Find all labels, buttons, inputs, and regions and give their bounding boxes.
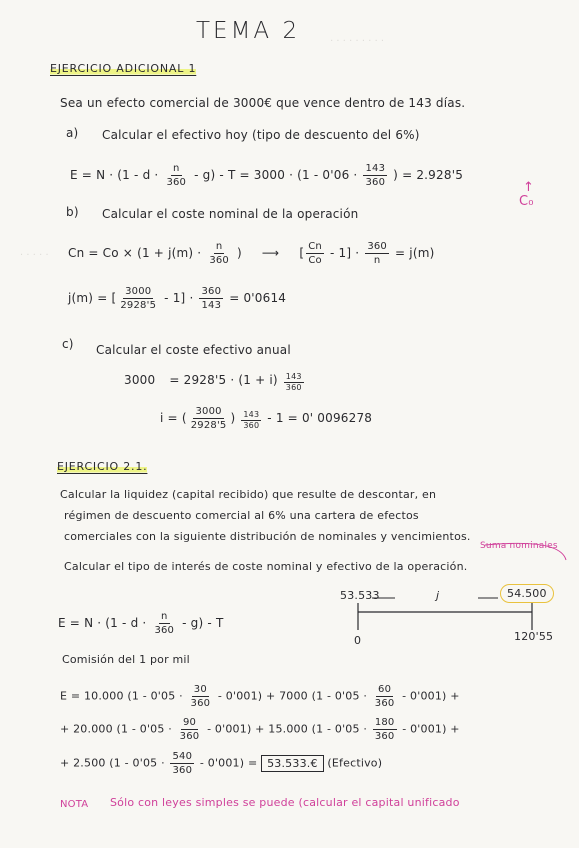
part-a-text: Calcular el efectivo hoy (tipo de descuento del 6%) bbox=[102, 128, 420, 142]
part-b-formula: Cn = Co × (1 + j(m) · $\frac{n}{360}$ ) ⟶ [ $\frac{Cn}{Co}$ - 1] · $\frac{360}{n}$ = j(m) bbox=[68, 241, 435, 266]
suma-nominales-note: Suma nominales bbox=[480, 541, 558, 551]
exercise-2-heading: EJERCICIO 2.1. bbox=[57, 460, 148, 473]
part-a-label: a) bbox=[66, 126, 79, 140]
part-c-label: c) bbox=[62, 337, 74, 351]
calc-line-2: + 20.000 (1 - 0'05 · $\frac{90}{360}$ - 0'001) + 15.000 (1 - 0'05 · $\frac{180}{360}$ - 0'001) + bbox=[60, 717, 460, 742]
up-arrow: ↑ bbox=[523, 180, 535, 195]
exercise-2-line-4: Calcular el tipo de interés de coste nominal y efectivo de la operación. bbox=[64, 560, 468, 573]
timeline-rate: j bbox=[436, 589, 440, 602]
suma-nominales-arrow bbox=[485, 543, 566, 560]
page-title: TEMA 2 bbox=[196, 18, 301, 44]
exercise-1-heading: EJERCICIO ADICIONAL 1 bbox=[50, 62, 197, 75]
bleed-through-text: · · · · · bbox=[20, 250, 49, 261]
calc-line-3: + 2.500 (1 - 0'05 · $\frac{540}{360}$ - 0'001) = 53.533.€ (Efectivo) bbox=[60, 751, 383, 776]
timeline-end-time: 120'55 bbox=[514, 630, 554, 643]
part-b-text: Calcular el coste nominal de la operación bbox=[102, 207, 359, 221]
exercise-2-line-2: régimen de descuento comercial al 6% una cartera de efectos bbox=[64, 509, 419, 522]
c0-label: C₀ bbox=[519, 194, 534, 209]
calc-line-1: E = 10.000 (1 - 0'05 · $\frac{30}{360}$ - 0'001) + 7000 (1 - 0'05 · $\frac{60}{360}$ - 0'001) + bbox=[60, 684, 460, 709]
commission-note: Comisión del 1 por mil bbox=[62, 653, 190, 666]
note-label: NOTA bbox=[60, 799, 89, 810]
exercise-2-line-1: Calcular la liquidez (capital recibido) que resulte de descontar, en bbox=[60, 488, 437, 501]
part-c-line1: 3000 = 2928'5 · (1 + i) $\frac{143}{360}$ bbox=[124, 372, 302, 392]
exercise-2-line-3: comerciales con la siguiente distribución de nominales y vencimientos. bbox=[64, 530, 471, 543]
timeline-end-value: 54.500 bbox=[500, 584, 554, 603]
timeline-start-time: 0 bbox=[354, 634, 362, 647]
part-a-formula: E = N · (1 - d · $\frac{n}{360}$ - g) - T = 3000 · (1 - 0'06 · $\frac{143}{360}$ ) = 2.928'5 bbox=[70, 163, 464, 188]
note-text: Sólo con leyes simples se puede (calcular el capital unificado bbox=[110, 796, 460, 809]
bleed-through-text: · · · · · · · · · bbox=[330, 36, 385, 47]
part-b-label: b) bbox=[66, 205, 79, 219]
efectivo-result-box: 53.533.€ bbox=[261, 755, 324, 772]
discount-formula: E = N · (1 - d · $\frac{n}{360}$ - g) - T bbox=[58, 611, 224, 636]
timeline-start-value: 53.533 bbox=[340, 589, 380, 602]
part-c-line2: i = ( $\frac{3000}{2928'5}$ ) $\frac{143}{360}$ - 1 = 0' 0096278 bbox=[160, 406, 373, 431]
exercise-1-statement: Sea un efecto comercial de 3000€ que vence dentro de 143 días. bbox=[60, 96, 466, 110]
part-c-text: Calcular el coste efectivo anual bbox=[96, 343, 291, 357]
part-b-result: j(m) = [ $\frac{3000}{2928'5}$ - 1] · $\frac{360}{143}$ = 0'0614 bbox=[68, 286, 287, 311]
